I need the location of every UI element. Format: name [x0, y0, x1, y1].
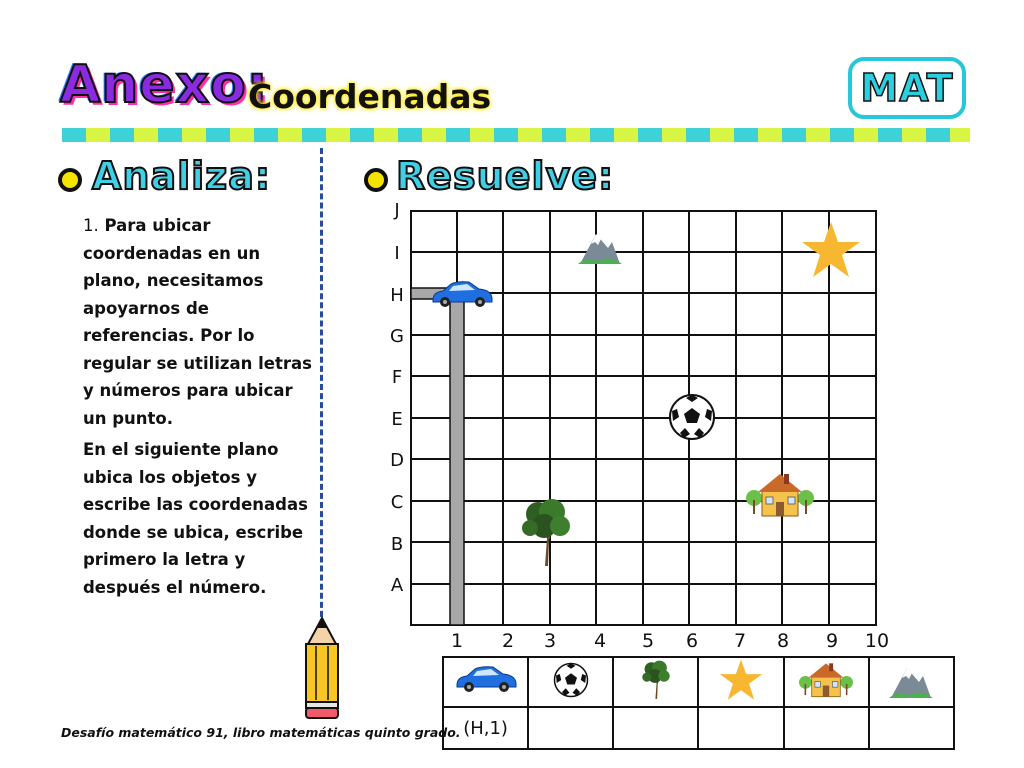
object-cell	[869, 657, 954, 707]
tree-icon	[641, 660, 671, 700]
row-label-f: F	[391, 367, 403, 388]
subject-badge	[848, 57, 966, 119]
column-label-10: 10	[864, 630, 890, 652]
instruction-paragraph-2: En el siguiente plano ubica los objetos y escribe las coordenadas donde se ubica, escribe primero la letra y después el número.	[83, 440, 308, 597]
object-cell	[528, 657, 613, 707]
object-cell	[443, 657, 528, 707]
object-cell	[698, 657, 783, 707]
row-label-b: B	[390, 534, 404, 555]
object-row	[443, 657, 954, 707]
title-coordenadas: Coordenadas	[248, 77, 492, 116]
answer-table	[442, 656, 955, 750]
instructions-text	[83, 212, 313, 605]
subject-badge-label: MAT	[860, 66, 954, 110]
soccer-ball-icon	[553, 662, 589, 698]
row-label-a: A	[390, 575, 404, 596]
dashed-divider	[320, 148, 323, 626]
column-label-9: 9	[825, 630, 839, 652]
column-label-7: 7	[733, 630, 747, 652]
row-label-j: J	[394, 200, 400, 221]
object-cell	[613, 657, 698, 707]
house-icon	[746, 470, 814, 520]
object-cell	[784, 657, 869, 707]
row-label-g: G	[390, 326, 404, 347]
row-label-h: H	[390, 285, 404, 306]
pencil-icon	[302, 616, 342, 720]
column-label-6: 6	[685, 630, 699, 652]
house-icon	[799, 660, 853, 700]
answer-text: (H,1)	[463, 717, 508, 739]
section-title-analiza: Analiza:	[92, 154, 272, 198]
bullet-icon	[58, 168, 82, 192]
row-label-i: I	[394, 243, 400, 264]
paragraph-1-text: Para ubicar coordenadas en un plano, necesitamos apoyarnos de referencias. Por lo regular se utilizan letras y números para ubicar un punto.	[83, 216, 312, 428]
car-icon	[453, 665, 519, 695]
row-label-e: E	[391, 409, 403, 430]
row-label-c: C	[390, 492, 404, 513]
answer-cell-mountain[interactable]	[869, 707, 954, 749]
column-label-3: 3	[543, 630, 557, 652]
answer-cell-house[interactable]	[784, 707, 869, 749]
answer-cell-ball[interactable]	[528, 707, 613, 749]
soccer-ball-icon	[668, 393, 716, 441]
footnote: Desafío matemático 91, libro matemáticas quinto grado.	[61, 725, 461, 740]
column-label-8: 8	[776, 630, 790, 652]
mountain-icon	[578, 226, 622, 266]
mountain-icon	[889, 660, 933, 700]
star-icon	[718, 658, 764, 702]
section-title-resuelve: Resuelve:	[396, 154, 615, 198]
column-label-5: 5	[641, 630, 655, 652]
answer-cell-tree[interactable]	[613, 707, 698, 749]
car-icon	[429, 280, 495, 310]
header-stripe	[62, 128, 970, 142]
title-anexo: Anexo:	[60, 55, 269, 115]
paragraph-number: 1.	[83, 216, 99, 235]
answer-cell-star[interactable]	[698, 707, 783, 749]
row-label-d: D	[390, 450, 404, 471]
column-label-4: 4	[593, 630, 607, 652]
instruction-paragraph-1	[83, 212, 313, 432]
reference-bar	[411, 288, 464, 625]
answer-row	[443, 707, 954, 749]
star-icon	[800, 220, 862, 280]
tree-icon	[520, 498, 572, 568]
column-label-1: 1	[450, 630, 464, 652]
column-label-2: 2	[501, 630, 515, 652]
bullet-icon	[364, 168, 388, 192]
